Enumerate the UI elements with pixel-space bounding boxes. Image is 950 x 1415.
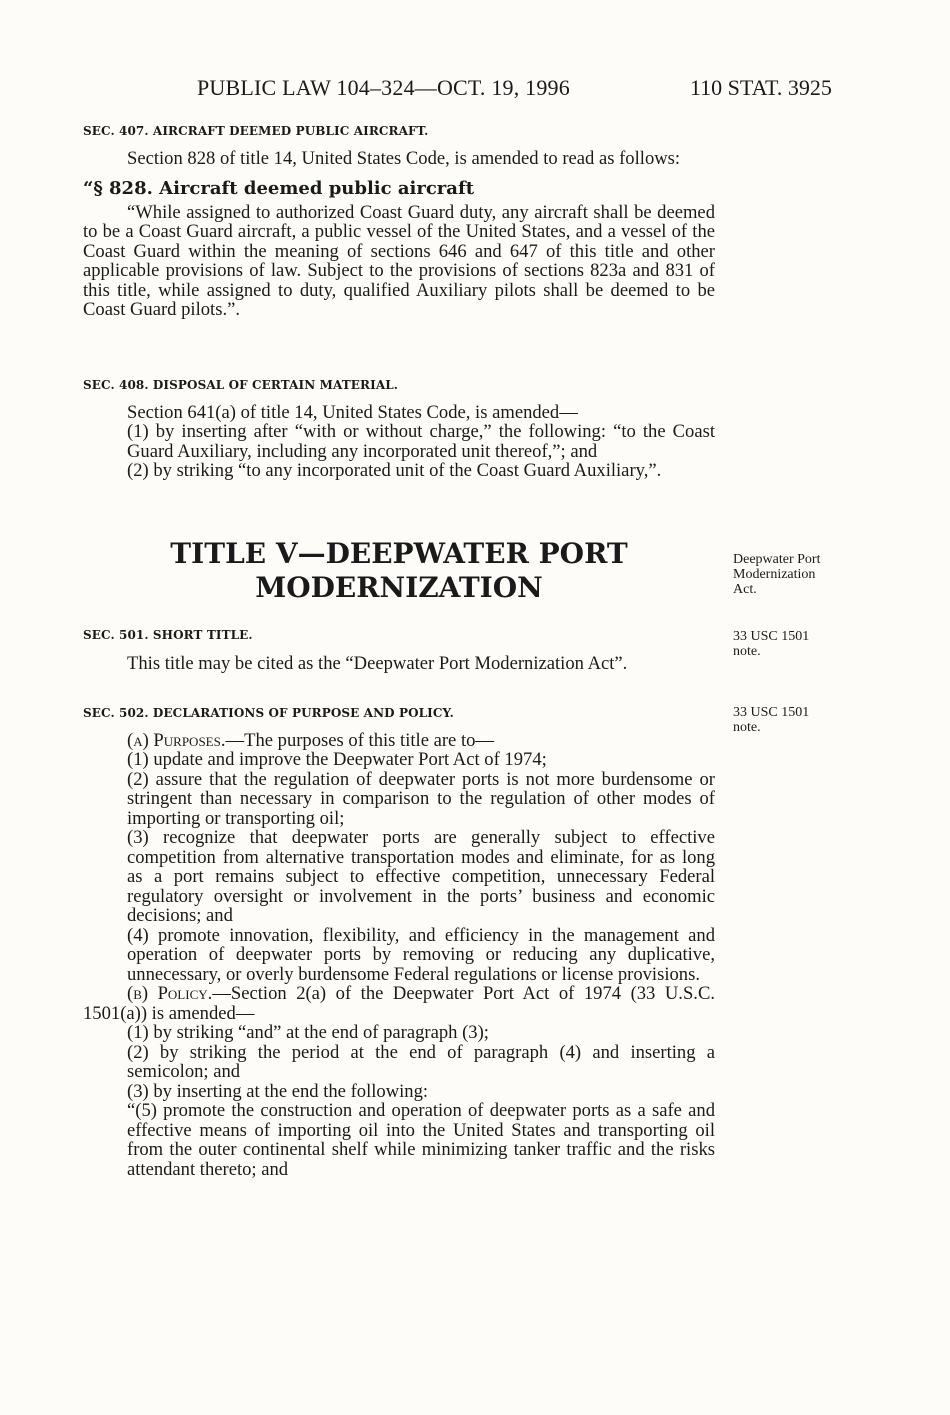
list-item: (3) by inserting at the end the following: xyxy=(127,1080,429,1102)
paragraph: This title may be cited as the “Deepwater Port Modernization Act”. xyxy=(127,652,628,674)
section-heading: SEC. 408. DISPOSAL OF CERTAIN MATERIAL. xyxy=(83,378,399,392)
section-heading: SEC. 502. DECLARATIONS OF PURPOSE AND POLICY. xyxy=(83,706,454,720)
list-item: (4) promote innovation, flexibility, and efficiency in the management and operation of deepwater ports by removing or reducing any duplicative, unnecessary, or overly burdensome Federal regulations or license provisions. xyxy=(127,924,715,985)
section-502 xyxy=(83,704,715,1179)
section-407 xyxy=(83,122,715,320)
list-item: (1) update and improve the Deepwater Port Act of 1974; xyxy=(127,749,547,770)
paragraph: Section 828 of title 14, United States Code, is amended to read as follows: xyxy=(127,147,681,169)
section-501 xyxy=(83,626,715,673)
list-item: (1) by inserting after “with or without charge,” the following: “to the Coast Guard Auxiliary, including any incorporated unit thereof,”; and xyxy=(127,421,715,462)
list-item: (2) assure that the regulation of deepwater ports is not more burdensome or stringent than necessary in comparison to the regulation of other modes of importing or transporting oil; xyxy=(127,768,715,829)
margin-note-502: 33 USC 1501 note. xyxy=(733,705,810,735)
section-408 xyxy=(83,376,715,481)
list-item: (2) by striking “to any incorporated unit of the Coast Guard Auxiliary,”. xyxy=(127,460,662,481)
paragraph: “While assigned to authorized Coast Guard duty, any aircraft shall be deemed to be a Coast Guard aircraft, a public vessel of the United States, and a vessel of the Coast Guard within the meaning of sections 646 and 647 of this title and other applicable provisions of law. Subject to the provisions of sections 823a and 831 of this title, while assigned to duty, qualified Auxiliary pilots shall be deemed to be Coast Guard pilots.”. xyxy=(83,201,715,320)
section-heading: SEC. 501. SHORT TITLE. xyxy=(83,628,253,642)
list-item: (1) by striking “and” at the end of paragraph (3); xyxy=(127,1022,489,1043)
list-item: (3) recognize that deepwater ports are generally subject to effective competition from alternative transportation modes and eliminate, for as long as a port remains subject to effective competition, unnecessary Federal regulatory oversight or involvement in the ports’ business and economic decisions; and xyxy=(127,827,715,926)
title-heading: TITLE V—DEEPWATER PORT MODERNIZATION xyxy=(170,537,628,604)
margin-note-act: Deepwater Port Modernization Act. xyxy=(733,552,821,597)
margin-note-501: 33 USC 1501 note. xyxy=(733,629,810,659)
paragraph: Section 641(a) of title 14, United States Code, is amended— xyxy=(127,401,578,423)
section-heading: SEC. 407. AIRCRAFT DEEMED PUBLIC AIRCRAFT. xyxy=(83,124,429,138)
quoted-section-heading: “§ 828. Aircraft deemed public aircraft xyxy=(83,178,475,199)
quoted-paragraph: “(5) promote the construction and operation of deepwater ports as a safe and effective means of importing oil into the United States and transporting oil from the outer continental shelf while minimizing tanker traffic and the risks attendant thereto; and xyxy=(127,1100,715,1180)
list-item: (2) by striking the period at the end of paragraph (4) and inserting a semicolon; and xyxy=(127,1041,715,1082)
subsection-b: (b) Policy.—Section 2(a) of the Deepwater Port Act of 1974 (33 U.S.C. 1501(a)) is amended— xyxy=(83,983,715,1024)
running-header: PUBLIC LAW 104–324—OCT. 19, 1996 xyxy=(197,75,570,100)
page-number: 110 STAT. 3925 xyxy=(690,75,832,100)
subsection-a: (a) Purposes.—The purposes of this title are to— xyxy=(127,729,495,751)
